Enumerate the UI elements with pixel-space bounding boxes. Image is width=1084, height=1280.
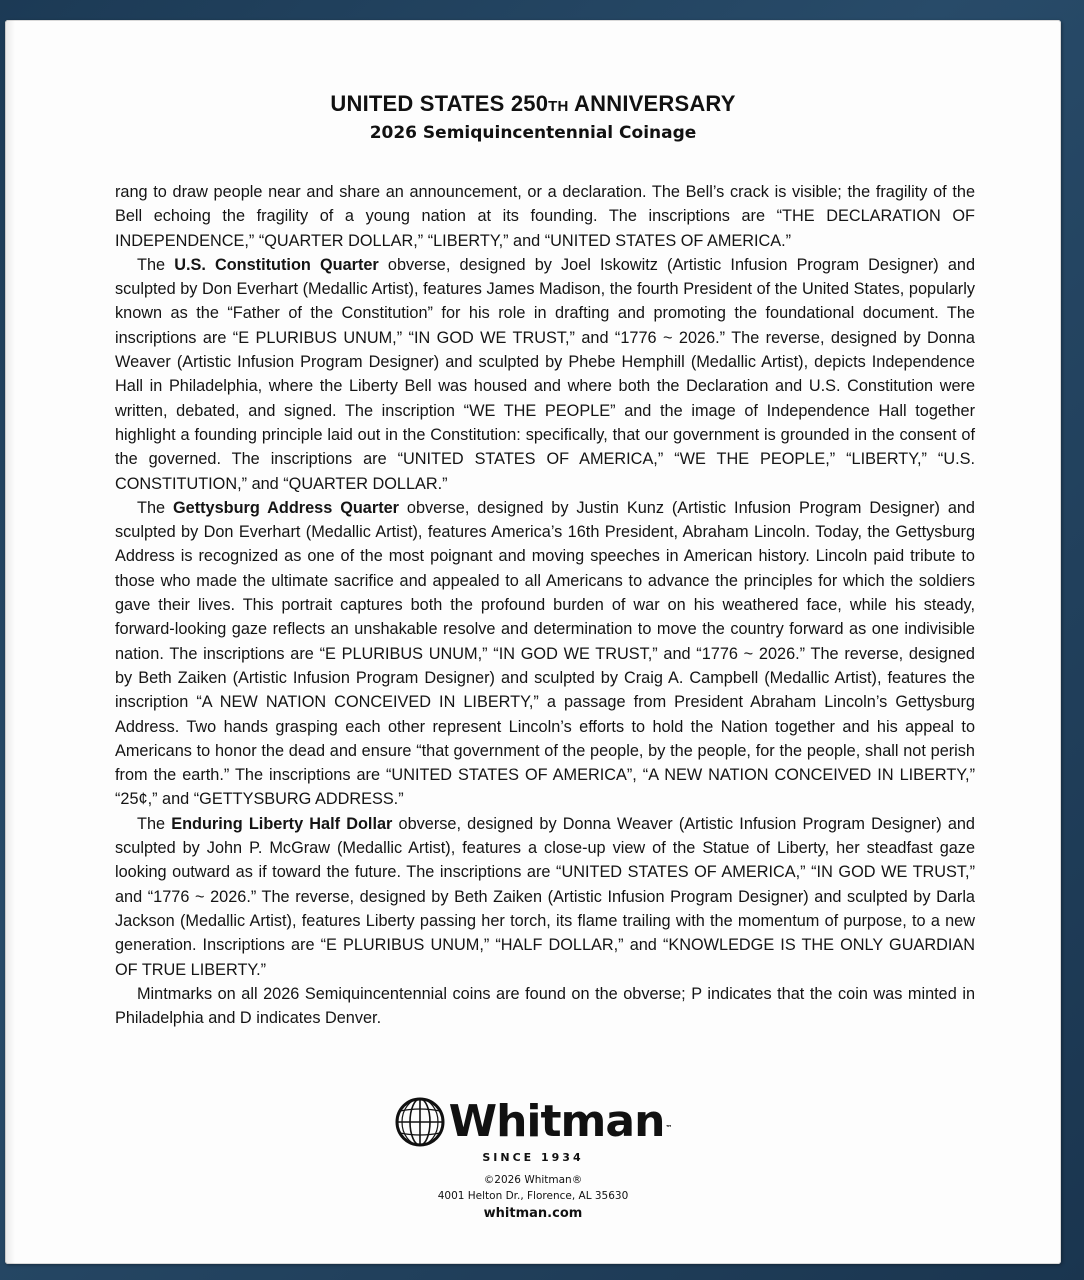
paragraph-constitution-quarter xyxy=(115,253,975,496)
globe-icon xyxy=(395,1097,445,1147)
website-link[interactable]: whitman.com xyxy=(483,1206,583,1221)
page-heading xyxy=(5,90,1061,145)
page-subtitle: 2026 Semiquincentennial Coinage xyxy=(369,123,697,143)
paragraph-text: obverse, designed by Donna Weaver (Artistic Infusion Program Designer) and sculpted by John P. McGraw (Medallic Artist), features a close-up view of the Statue of Liberty, her steadfast gaze looking outward as if toward the future. The inscriptions are “UNITED STATES OF AMERICA,” “IN GOD WE TRUST,” and “1776 ~ 2026.” The reverse, designed by Beth Zaiken (Artistic Infusion Program Designer) and sculpted by Darla Jackson (Medallic Artist), features Liberty passing her torch, its flame trailing with the momentum of purpose, to a new generation. Inscriptions are “E PLURIBUS UNUM,” “HALF DOLLAR,” and “KNOWLEDGE IS THE ONLY GUARDIAN OF TRUE LIBERTY.” xyxy=(115,814,975,979)
paragraph-liberty-half-dollar xyxy=(115,812,975,982)
paragraph-text: obverse, designed by Justin Kunz (Artistic Infusion Program Designer) and sculpted by Don Everhart (Medallic Artist), features America’s 16th President, Abraham Lincoln. Today, the Gettysburg Address is recognized as one of the most poignant and moving speeches in American history. Lincoln paid tribute to those who made the ultimate sacrifice and appealed to all Americans to advance the principles for which the soldiers gave their lives. This portrait captures both the profound burden of war on his weathered face, while his steady, forward-looking gaze reflects an unshakable resolve and determination to move the country forward as one indivisible nation. The inscriptions are “E PLURIBUS UNUM,” “IN GOD WE TRUST,” and “1776 ~ 2026.” The reverse, designed by Beth Zaiken (Artistic Infusion Program Designer) and sculpted by Craig A. Campbell (Medallic Artist), features the inscription “A NEW NATION CONCEIVED IN LIBERTY,” a passage from President Abraham Lincoln’s Gettysburg Address. Two hands grasping each other represent Lincoln’s efforts to hold the Nation together and his appeal to Americans to honor the dead and ensure “that government of the people, by the people, for the people, shall not perish from the earth.” The inscriptions are “UNITED STATES OF AMERICA”, “A NEW NATION CONCEIVED IN LIBERTY,” “25¢,” and “GETTYSBURG ADDRESS.” xyxy=(115,498,975,809)
paragraph-mintmarks: Mintmarks on all 2026 Semiquincentennial coins are found on the obverse; P indicates that the coin was minted in Philadelphia and D indicates Denver. xyxy=(115,984,975,1028)
address-line: 4001 Helton Dr., Florence, AL 35630 xyxy=(437,1190,629,1202)
article-body xyxy=(115,180,975,1030)
publisher-logo xyxy=(395,1096,672,1148)
page-edge-shadow xyxy=(5,20,15,1264)
paragraph-text: obverse, designed by Joel Iskowitz (Artistic Infusion Program Designer) and sculpted by Don Everhart (Medallic Artist), features James Madison, the fourth President of the United States, popularly known as the “Father of the Constitution” for his role in drafting and promoting the foundational document. The inscriptions are “E PLURIBUS UNUM,” “IN GOD WE TRUST,” and “1776 ~ 2026.” The reverse, designed by Donna Weaver (Artistic Infusion Program Designer) and sculpted by Phebe Hemphill (Medallic Artist), depicts Independence Hall in Philadelphia, where the Liberty Bell was housed and where both the Declaration and U.S. Constitution were written, debated, and signed. The inscription “WE THE PEOPLE” and the image of Independence Hall together highlight a founding principle laid out in the Constitution: specifically, that our government is grounded in the consent of the governed. The inscriptions are “UNITED STATES OF AMERICA,” “WE THE PEOPLE,” “LIBERTY,” “U.S. CONSTITUTION,” and “QUARTER DOLLAR.” xyxy=(115,255,975,493)
coin-name-gettysburg-quarter: Gettysburg Address Quarter xyxy=(172,498,400,517)
paragraph-gettysburg-quarter xyxy=(115,496,975,812)
brand-name xyxy=(449,1096,672,1148)
publisher-footer xyxy=(5,1096,1061,1224)
page-title xyxy=(5,90,1061,121)
title-main: UNITED STATES 250 xyxy=(330,91,549,116)
paragraph-lead: The xyxy=(137,255,175,274)
book-page xyxy=(5,20,1061,1264)
copyright-line: ©2026 Whitman® xyxy=(483,1174,583,1186)
title-ordinal: TH xyxy=(548,98,569,115)
title-end: ANNIVERSARY xyxy=(568,91,736,116)
paragraph-liberty-bell: rang to draw people near and share an announcement, or a declaration. The Bell’s crack is visible; the fragility of the Bell echoing the fragility of a young nation at its founding. The inscriptions are “THE DECLARATION OF INDEPENDENCE,” “QUARTER DOLLAR,” “LIBERTY,” and “UNITED STATES OF AMERICA.” xyxy=(115,183,975,250)
paragraph-lead: The xyxy=(137,814,172,833)
coin-name-constitution-quarter: U.S. Constitution Quarter xyxy=(174,255,379,274)
coin-name-liberty-half-dollar: Enduring Liberty Half Dollar xyxy=(171,814,393,833)
trademark-symbol: ™ xyxy=(665,1124,672,1132)
since-line: SINCE 1934 xyxy=(482,1151,584,1164)
paragraph-lead: The xyxy=(137,498,173,517)
brand-text: Whitman xyxy=(448,1096,665,1147)
